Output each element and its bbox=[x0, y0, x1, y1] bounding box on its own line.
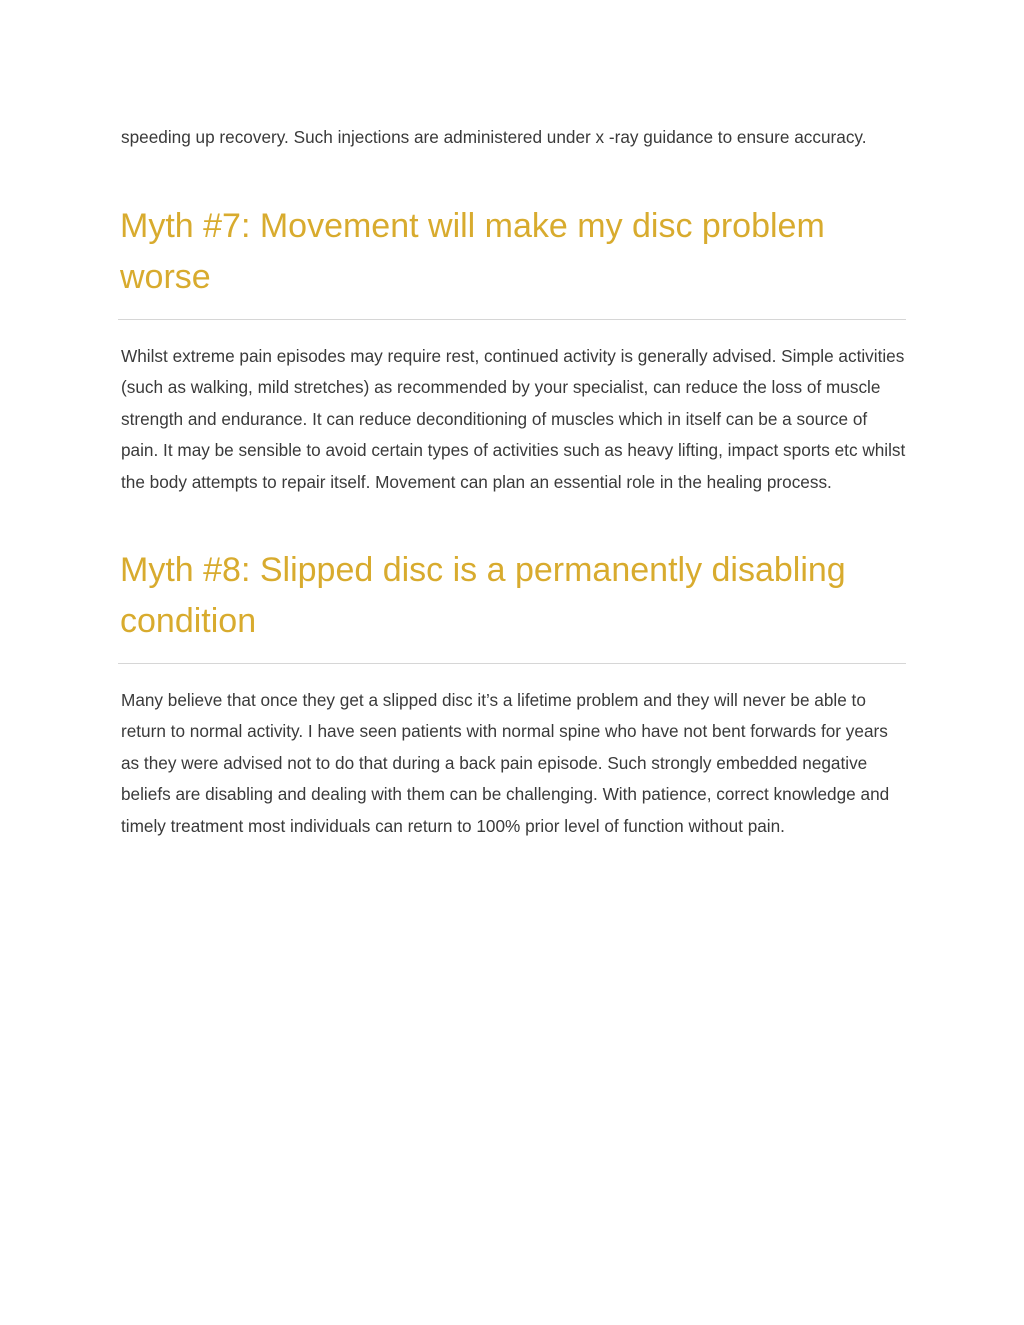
myth-8-heading: Myth #8: Slipped disc is a permanently disabling condition bbox=[120, 551, 846, 640]
myth-8-body: Many believe that once they get a slipped disc it’s a lifetime problem and they will never be able to return to normal activity. I have seen patients with normal spine who have not bent forwards for years as they were advised not to do that during a back pain episode. Such strongly embedded negative beliefs are disabling and dealing with them can be challenging. With patience, correct knowledge and timely treatment most individuals can return to 100% prior level of function without pain. bbox=[121, 690, 890, 836]
intro-paragraph: speeding up recovery. Such injections are administered under x -ray guidance to ensure accuracy. bbox=[121, 127, 867, 147]
section-divider bbox=[118, 319, 906, 320]
myth-7-body: Whilst extreme pain episodes may require rest, continued activity is generally advised. Simple activities (such as walking, mild stretches) as recommended by your specialist, can reduce the loss of muscle strength and endurance. It can reduce deconditioning of muscles which in itself can be a source of pain. It may be sensible to avoid certain types of activities such as heavy lifting, impact sports etc whilst the body attempts to repair itself. Movement can plan an essential role in the healing process. bbox=[121, 346, 906, 492]
section-divider bbox=[118, 663, 906, 664]
myth-7-heading: Myth #7: Movement will make my disc problem worse bbox=[120, 207, 825, 296]
